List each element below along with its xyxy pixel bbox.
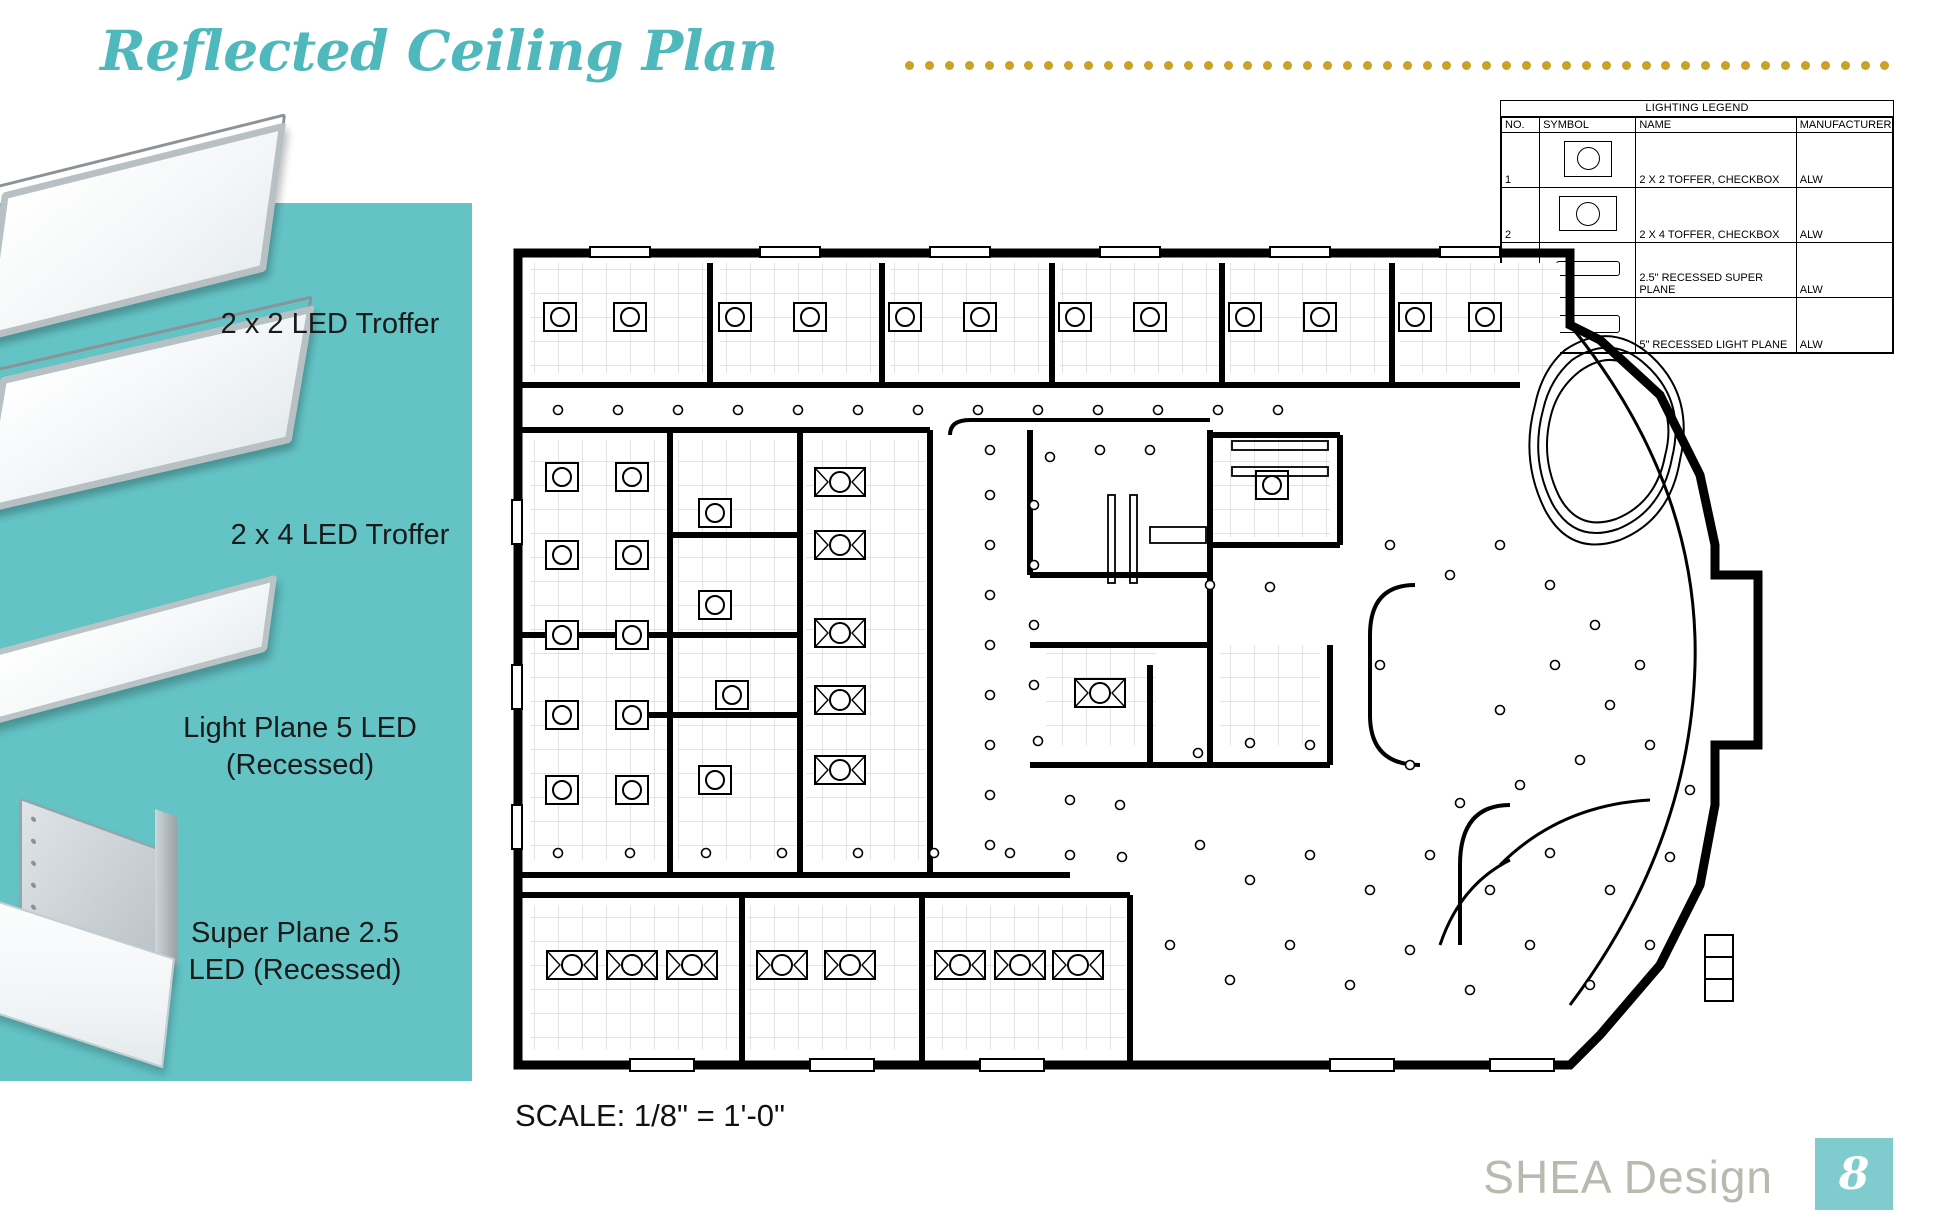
col-header-manufacturer: MANUFACTURER [1796, 118, 1892, 133]
reflected-ceiling-floor-plan [510, 245, 1840, 1085]
scale-note: SCALE: 1/8" = 1'-0" [515, 1098, 786, 1133]
table-header-row [1502, 118, 1893, 133]
title-dot-rule [905, 58, 1890, 72]
table-row [1502, 188, 1893, 243]
product-legend-label-4: Super Plane 2.5 LED (Recessed) [188, 917, 402, 987]
brand-label: SHEA Design [1483, 1151, 1773, 1203]
lighting-legend-title: LIGHTING LEGEND [1501, 101, 1893, 117]
legend-row-manufacturer-3: ALW [1796, 243, 1892, 298]
legend-row-manufacturer-1: ALW [1796, 133, 1892, 188]
rect-troffer-round-icon [1540, 188, 1636, 243]
legend-row-no-2: 2 [1502, 188, 1540, 243]
legend-row-no-1: 1 [1502, 133, 1540, 188]
troffer-2x2-image [0, 150, 312, 315]
col-header-no: NO. [1502, 118, 1540, 133]
legend-row-manufacturer-4: ALW [1796, 298, 1892, 353]
table-row [1502, 133, 1893, 188]
col-header-symbol: SYMBOL [1540, 118, 1636, 133]
legend-row-name-2: 2 X 4 TOFFER, CHECKBOX [1636, 188, 1796, 243]
product-legend-label-2: 2 x 4 LED Troffer [230, 519, 450, 551]
page-number-badge: 8 [1815, 1138, 1893, 1210]
product-legend-label-1: 2 x 2 LED Troffer [220, 308, 440, 340]
page-title: Reflected Ceiling Plan [100, 18, 778, 83]
legend-row-name-4: 5" RECESSED LIGHT PLANE [1636, 298, 1796, 353]
legend-row-manufacturer-2: ALW [1796, 188, 1892, 243]
legend-row-name-3: 2.5" RECESSED SUPER PLANE [1636, 243, 1796, 298]
troffer-2x4-image [0, 330, 325, 520]
col-header-name: NAME [1636, 118, 1796, 133]
legend-row-name-1: 2 X 2 TOFFER, CHECKBOX [1636, 133, 1796, 188]
product-legend-label-3: Light Plane 5 LED (Recessed) [183, 712, 417, 782]
square-troffer-round-icon [1540, 133, 1636, 188]
